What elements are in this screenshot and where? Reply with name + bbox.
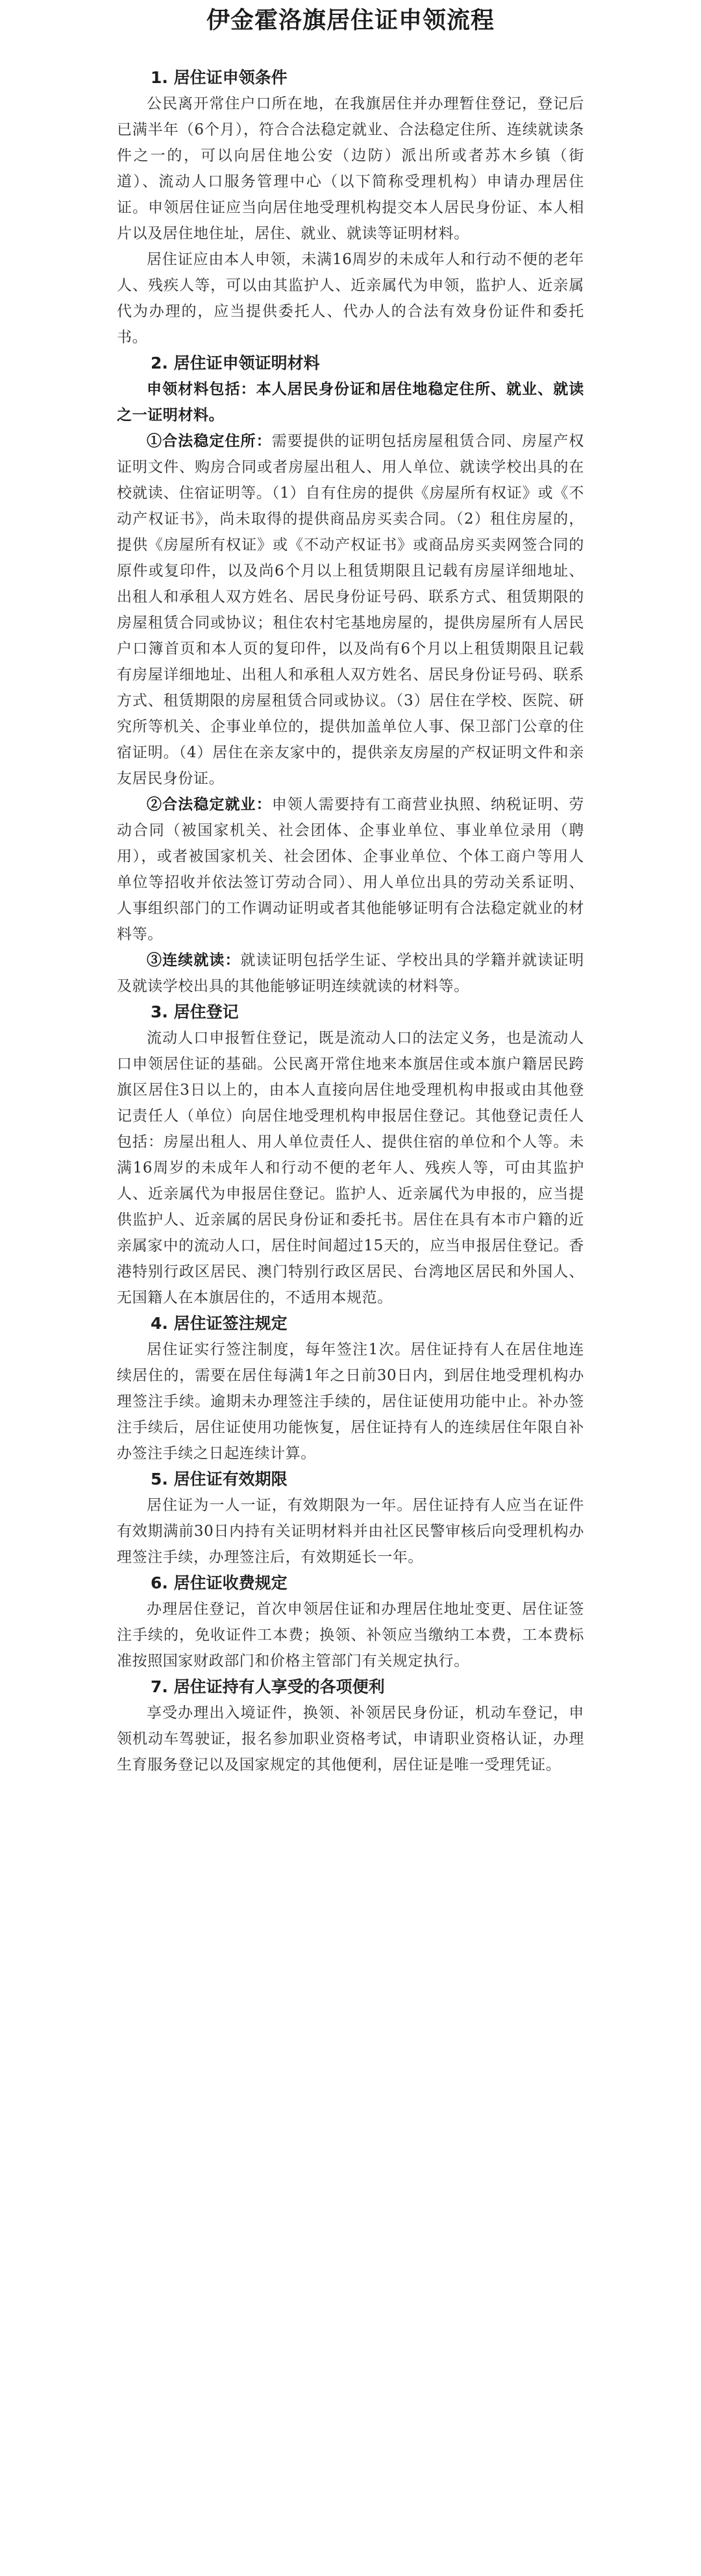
paragraph-text: 居住证应由本人申领，未满16周岁的未成年人和行动不便的老年人、残疾人等，可以由其监护人、近亲属代为申领，监护人、近亲属代为办理的，应当提供委托人、代办人的合法有效身份证件和委托书。 [117,251,584,346]
paragraph-text: 办理居住登记，首次申领居住证和办理居住地址变更、居住证签注手续的，免收证件工本费；换领、补领应当缴纳工本费，工本费标准按照国家财政部门和价格主管部门有关规定执行。 [117,1601,584,1670]
paragraph-lead: ③连续就读： [147,951,241,969]
paragraph-text: 需要提供的证明包括房屋租赁合同、房屋产权证明文件、购房合同或者房屋出租人、用人单位、就读学校出具的在校就读、住宿证明等。（1）自有住房的提供《房屋所有权证》或《不动产权证书》，尚未取得的提供商品房买卖合同。（2）租住房屋的，提供《房屋所有权证》或《不动产权证书》或商品房买卖网签合同的原件或复印件，以及尚6个月以上租赁期限且记载有房屋详细地址、出租人和承租人双方姓名、居民身份证号码、联系方式、租赁期限的房屋租赁合同或协议；租住农村宅基地房屋的，提供房屋所有人居民户口簿首页和本人页的复印件，以及尚有6个月以上租赁期限且记载有房屋详细地址、出租人和承租人双方姓名、居民身份证号码、联系方式、租赁期限的房屋租赁合同或协议。（3）居住在学校、医院、研究所等机关、企事业单位的，提供加盖单位人事、保卫部门公章的住宿证明。（4）居住在亲友家中的，提供亲友房屋的产权证明文件和亲友居民身份证。 [117,433,584,787]
paragraph-text: 享受办理出入境证件，换领、补领居民身份证，机动车登记，申领机动车驾驶证，报名参加职业资格考试，申请职业资格认证，办理生育服务登记以及国家规定的其他便利，居住证是唯一受理凭证。 [117,1705,584,1773]
paragraph [117,1337,584,1466]
paragraph-lead: ②合法稳定就业： [147,796,272,813]
section-heading: 3. 居住登记 [151,1002,239,1021]
paragraph-text: 就读证明包括学生证、学校出具的学籍并就读证明及就读学校出具的其他能够证明连续就读的材料等。 [117,952,584,995]
page-title: 伊金霍洛旗居住证申领流程 [206,6,495,34]
paragraph [117,428,584,792]
paragraph [117,1596,584,1674]
paragraph [117,1492,584,1570]
paragraph-lead: 申领材料包括：本人居民身份证和居住地稳定住所、就业、就读之一证明材料。 [117,380,584,424]
paragraph [117,247,584,350]
paragraph-text: 流动人口申报暂住登记，既是流动人口的法定义务，也是流动人口申领居住证的基础。公民离开常住地来本旗居住或本旗户籍居民跨旗区居住3日以上的，由本人直接向居住地受理机构申报或由其他登记责任人（单位）向居住地受理机构申报居住登记。其他登记责任人包括：房屋出租人、用人单位责任人、提供住宿的单位和个人等。未满16周岁的未成年人和行动不便的老年人、残疾人等，可由其监护人、近亲属代为申报居住登记。监护人、近亲属代为申报的，应当提供监护人、近亲属的居民身份证和委托书。居住在具有本市户籍的近亲属家中的流动人口，居住时间超过15天的，应当申报居住登记。香港特别行政区居民、澳门特别行政区居民、台湾地区居民和外国人、无国籍人在本旗居住的，不适用本规范。 [117,1030,584,1306]
paragraph [117,1700,584,1778]
section-heading: 2. 居住证申领证明材料 [151,354,320,372]
paragraph-text: 公民离开常住户口所在地，在我旗居住并办理暂住登记，登记后已满半年（6个月），符合合法稳定就业、合法稳定住所、连续就读条件之一的，可以向居住地公安（边防）派出所或者苏木乡镇（街道）、流动人口服务管理中心（以下简称受理机构）申请办理居住证。申领居住证应当向居住地受理机构提交本人居民身份证、本人相片以及居住地住址，居住、就业、就读等证明材料。 [117,95,584,242]
section-heading: 6. 居住证收费规定 [151,1574,288,1592]
paragraph [117,91,584,247]
section-heading: 7. 居住证持有人享受的各项便利 [151,1677,385,1696]
paragraph-text: 居住证为一人一证，有效期限为一年。居住证持有人应当在证件有效期满前30日内持有关证明材料并由社区民警审核后向受理机构办理签注手续，办理签注后，有效期延长一年。 [117,1497,584,1566]
paragraph-text: 居住证实行签注制度，每年签注1次。居住证持有人在居住地连续居住的，需要在居住每满1年之日前30日内，到居住地受理机构办理签注手续。逾期未办理签注手续的，居住证使用功能中止。补办签注手续后，居住证使用功能恢复，居住证持有人的连续居住年限自补办签注手续之日起连续计算。 [117,1341,584,1462]
paragraph-lead: ①合法稳定住所： [147,432,272,450]
paragraph [117,1025,584,1311]
document-body [117,65,584,1778]
section-heading: 4. 居住证签注规定 [151,1314,288,1333]
section-heading: 1. 居住证申领条件 [151,68,288,87]
paragraph-text: 申领人需要持有工商营业执照、纳税证明、劳动合同（被国家机关、社会团体、企事业单位、事业单位录用（聘用），或者被国家机关、社会团体、企事业单位、个体工商户等用人单位等招收并依法签订劳动合同）、用人单位出具的劳动关系证明、人事组织部门的工作调动证明或者其他能够证明有合法稳定就业的材料等。 [117,796,584,943]
paragraph [117,792,584,947]
paragraph [117,376,584,428]
section-heading: 5. 居住证有效期限 [151,1470,288,1488]
paragraph [117,947,584,999]
